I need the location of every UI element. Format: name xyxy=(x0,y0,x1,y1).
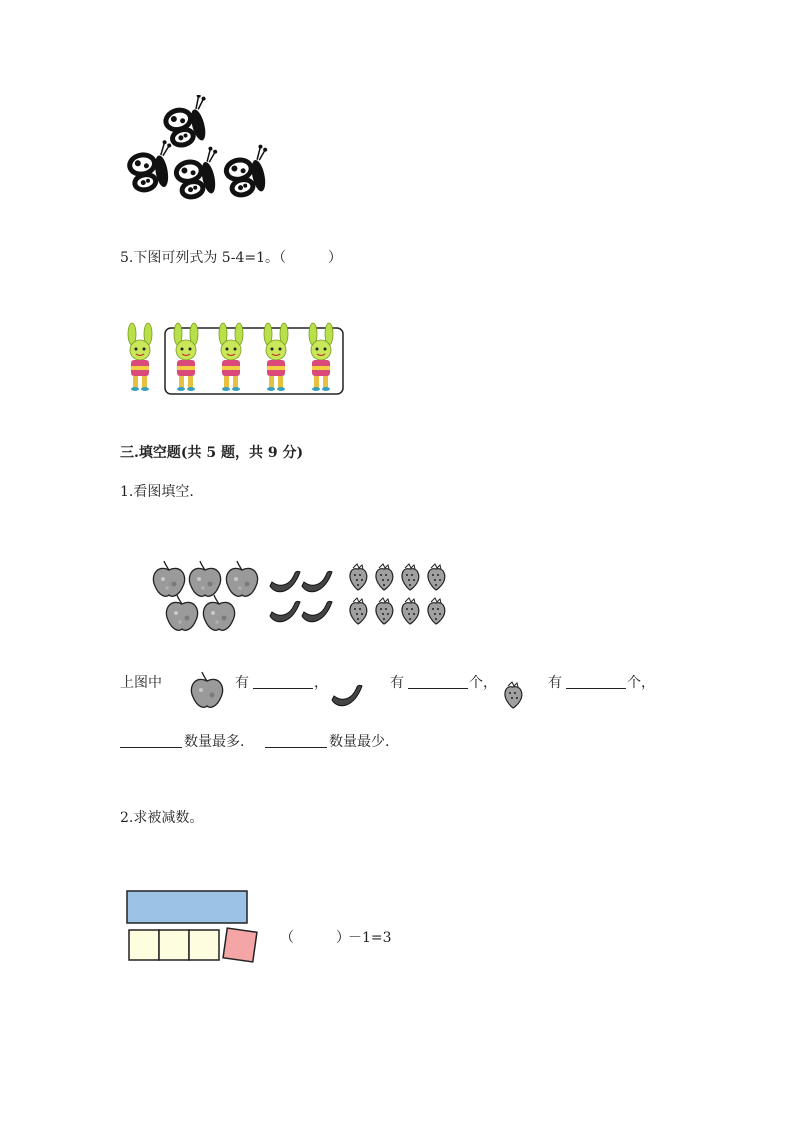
q1-unit-2: 个， xyxy=(469,675,497,691)
strawberry-icon xyxy=(502,680,526,710)
blue-bar xyxy=(127,891,247,923)
yellow-cell-2 xyxy=(159,930,189,960)
strawberry-7 xyxy=(402,598,419,624)
q1-has-1: 有 xyxy=(235,675,249,691)
yellow-cell-1 xyxy=(129,930,159,960)
rabbit-2 xyxy=(174,323,198,391)
apple-icon xyxy=(189,670,225,710)
butterflies-picture xyxy=(118,95,283,210)
butterfly-1 xyxy=(159,95,217,151)
subtraction-diagram xyxy=(125,888,265,968)
section-3-title: 三.填空题(共 5 题，共 9 分) xyxy=(120,445,304,461)
apple-3 xyxy=(226,561,257,596)
banana-icon xyxy=(330,682,366,712)
fruits-picture xyxy=(150,560,450,635)
butterfly-3 xyxy=(170,145,226,202)
apple-2 xyxy=(189,561,220,596)
question-2-label: 2.求被减数。 xyxy=(120,810,204,826)
rabbit-4 xyxy=(264,323,288,391)
q1-has-2: 有 xyxy=(390,675,404,691)
banana-3 xyxy=(270,601,300,621)
q1-prefix: 上图中 xyxy=(120,675,162,691)
equation-rest: －1=3 xyxy=(348,930,392,946)
q1-most-text: 数量最多. xyxy=(184,734,245,750)
rabbits-picture xyxy=(120,322,346,398)
apple-4 xyxy=(166,595,197,630)
rabbit-5 xyxy=(309,323,333,391)
question-5-text: 5.下图可列式为 5-4=1。（ ） xyxy=(120,250,342,266)
apple-5 xyxy=(203,595,234,630)
blank-banana-count[interactable] xyxy=(408,674,468,689)
q1-least-text: 数量最少. xyxy=(329,734,390,750)
strawberry-3 xyxy=(402,564,419,590)
equation-blank[interactable]: （ ） xyxy=(280,930,350,946)
strawberry-8 xyxy=(428,598,445,624)
blank-apple-count[interactable] xyxy=(253,674,313,689)
banana-1 xyxy=(270,571,300,591)
butterfly-4 xyxy=(220,143,276,200)
strawberry-4 xyxy=(428,564,445,590)
strawberry-6 xyxy=(376,598,393,624)
q1-has-3: 有 xyxy=(548,675,562,691)
butterfly-2 xyxy=(124,139,179,194)
rabbit-1 xyxy=(128,323,152,391)
blank-least[interactable] xyxy=(265,733,327,748)
blank-most[interactable] xyxy=(120,733,182,748)
banana-2 xyxy=(302,571,332,591)
pink-square xyxy=(223,928,257,962)
strawberry-1 xyxy=(350,564,367,590)
q1-unit-3: 个， xyxy=(627,675,655,691)
rabbit-3 xyxy=(219,323,243,391)
banana-4 xyxy=(302,601,332,621)
q1-sep-1: ， xyxy=(314,675,328,691)
strawberry-2 xyxy=(376,564,393,590)
strawberry-5 xyxy=(350,598,367,624)
blank-strawberry-count[interactable] xyxy=(566,674,626,689)
question-1-label: 1.看图填空. xyxy=(120,484,194,500)
apple-1 xyxy=(153,561,184,596)
yellow-cell-3 xyxy=(189,930,219,960)
